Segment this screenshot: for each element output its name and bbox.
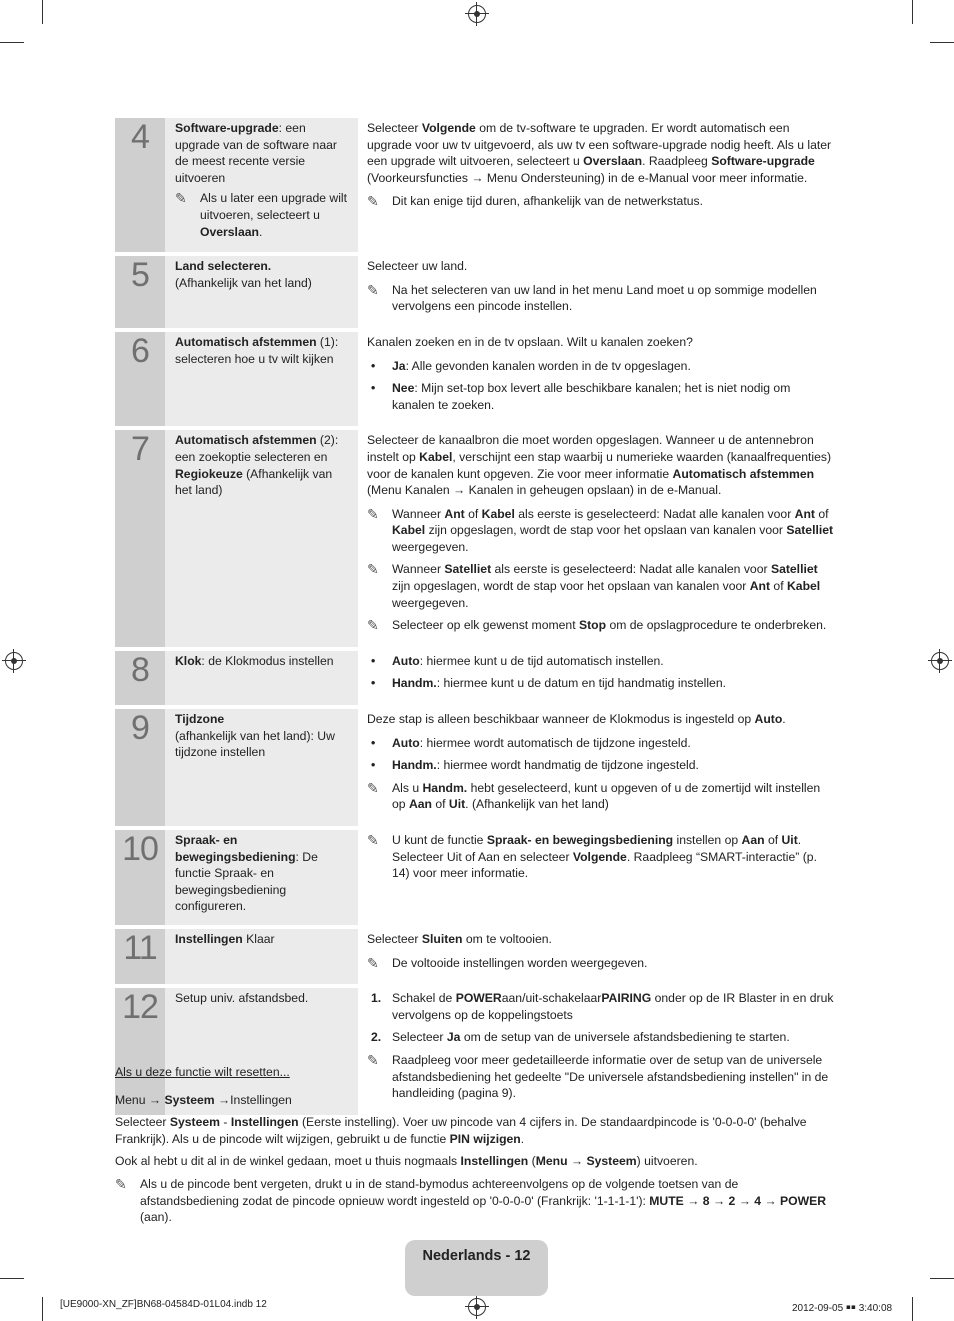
step-number: 12	[122, 988, 158, 1027]
step-number: 6	[131, 331, 149, 370]
reset-menu-path: Menu → Systeem →Instellingen	[115, 1092, 292, 1107]
step-label: Tijdzone (afhankelijk van het land): Uw tijdzone instellen	[165, 707, 358, 828]
crop-mark	[42, 0, 43, 24]
registration-mark-icon	[468, 5, 486, 23]
step-number-cell	[115, 927, 165, 986]
step-label: Automatisch afstemmen (2): een zoekoptie selecteren en Regiokeuze (Afhankelijk van het land)	[165, 428, 358, 649]
step-row	[115, 828, 835, 927]
registration-mark-icon	[5, 652, 23, 670]
step-number-cell	[115, 707, 165, 828]
step-number: 8	[131, 650, 149, 689]
footer-file-info: [UE9000-XN_ZF]BN68-04584D-01L04.indb 12	[60, 1299, 267, 1310]
crop-mark	[930, 42, 954, 43]
footer-timestamp: 2012-09-05 ￭￭ 3:40:08	[792, 1303, 893, 1314]
setup-steps-table	[115, 118, 835, 1115]
step-description: Selecteer Volgende om de tv-software te upgraden. Er wordt automatisch een upgrade voor uw tv uitgevoerd, als uw tv een software-upgrade nodig heeft. Als u later een upgrade wilt uitvoeren, selecteert u Overslaan. Raadpleeg Software-upgrade (Voorkeursfuncties → Menu Ondersteuning) in de e-Manual voor meer informatie. ✎ Dit kan enige tijd duren, afhankelijk van de netwerkstatus.	[367, 121, 832, 210]
step-row	[115, 254, 835, 330]
step-label: Software-upgrade: een upgrade van de software naar de meest recente versie uitvoeren ✎ Als u later een upgrade wilt uitvoeren, selecteert u Overslaan.	[165, 118, 358, 254]
step-number: 7	[131, 430, 149, 469]
step-description: Selecteer Sluiten om te voltooien. ✎ De voltooide instellingen worden weergegeven.	[358, 927, 835, 986]
step-label: Spraak- en bewegingsbediening: De functie Spraak- en bewegingsbediening configureren.	[165, 828, 358, 927]
step-number: 5	[131, 256, 149, 295]
step-number: 11	[123, 928, 157, 967]
step-number-cell	[115, 330, 165, 428]
reset-note	[115, 1176, 835, 1226]
step-row	[115, 707, 835, 828]
step-number-cell	[115, 254, 165, 330]
step-label: Land selecteren. (Afhankelijk van het land)	[165, 254, 358, 330]
step-number: 10	[122, 830, 158, 868]
step-number-cell	[115, 118, 165, 254]
reset-paragraph: Ook al hebt u dit al in de winkel gedaan, moet u thuis nogmaals Instellingen (Menu → Systeem) uitvoeren.	[115, 1154, 698, 1169]
crop-mark	[0, 1278, 24, 1279]
step-label: Setup univ. afstandsbed.	[165, 986, 358, 1115]
registration-mark-icon	[468, 1298, 486, 1316]
crop-mark	[912, 1297, 913, 1321]
pencil-note-icon: ✎	[115, 1175, 127, 1192]
step-description: ✎ U kunt de functie Spraak- en bewegingsbediening instellen op Aan of Uit. Selecteer Uit of Aan en selecteer Volgende. Raadpleeg “SMART-interactie” (p. 14) voor meer informatie.	[358, 828, 835, 927]
step-row	[115, 649, 835, 707]
step-description: • Auto: hiermee kunt u de tijd automatisch instellen. • Handm.: hiermee kunt u de datum en tijd handmatig instellen.	[358, 649, 835, 707]
reset-heading: Als u deze functie wilt resetten...	[115, 1065, 290, 1079]
step-row	[115, 927, 835, 986]
crop-mark	[0, 42, 24, 43]
step-description: Kanalen zoeken en in de tv opslaan. Wilt u kanalen zoeken? • Ja: Alle gevonden kanalen worden in de tv opgeslagen. • Nee: Mijn set-top box levert alle beschikbare kanalen; het is niet nodig om kanalen te zoeken.	[358, 330, 835, 428]
reset-paragraph: Selecteer Systeem - Instellingen (Eerste instelling). Voer uw pincode van 4 cijfers in. De standaardpincode is '0-0-0-0' (behalve Frankrijk). Als u de pincode wilt wijzigen, gebruikt u de functie PIN wijzigen.	[115, 1115, 807, 1146]
step-row	[115, 428, 835, 649]
step-number-cell	[115, 649, 165, 707]
step-row	[115, 330, 835, 428]
crop-mark	[930, 1278, 954, 1279]
step-description: Deze stap is alleen beschikbaar wanneer de Klokmodus is ingesteld op Auto. • Auto: hiermee wordt automatisch de tijdzone ingesteld. • Handm.: hiermee wordt handmatig de tijdzone ingesteld. ✎ Als u Handm. hebt geselecteerd, kunt u opgeven of u de zomertijd wilt instellen op Aan of Uit. (Afhankelijk van het land)	[358, 707, 835, 828]
crop-mark	[912, 0, 913, 24]
reset-note-text: Als u de pincode bent vergeten, drukt u in de stand-bymodus achtereenvolgens op de volgende toetsen van de afstandsbediening zodat de pincode opnieuw wordt ingesteld op '0-0-0-0' (Frankrijk: '1-1-1-1'): MUTE → 8 → 2 → 4 → POWER (aan).	[140, 1176, 827, 1225]
step-number: 9	[131, 709, 149, 748]
step-number-cell	[115, 828, 165, 927]
step-label: Instellingen Klaar	[165, 927, 358, 986]
step-label: Klok: de Klokmodus instellen	[165, 649, 358, 707]
registration-mark-icon	[931, 652, 949, 670]
step-description: 1. Schakel de POWERaan/uit-schakelaarPAIRING onder op de IR Blaster in en druk vervolgens op de koppelingstoets 2. Selecteer Ja om de setup van de universele afstandsbediening te starten. ✎ Raadpleeg voor meer gedetailleerde informatie over de setup van de universele afstandsbediening het gedeelte "De universele afstandsbediening instellen" in de handleiding (pagina 9).	[358, 986, 835, 1115]
step-row	[115, 118, 835, 254]
page-number-badge: Nederlands - 12	[405, 1240, 548, 1296]
step-number: 4	[131, 118, 149, 156]
step-number-cell	[115, 428, 165, 649]
step-description: Selecteer de kanaalbron die moet worden opgeslagen. Wanneer u de antennebron instelt op Kabel, verschijnt een stap waarbij u numerieke waarden (kanaalfrequenties) voor de kanalen kunt opgeven. Zie voor meer informatie Automatisch afstemmen (Menu Kanalen → Kanalen in geheugen opslaan) in de e-Manual. ✎ Wanneer Ant of Kabel als eerste is geselecteerd: Nadat alle kanalen voor Ant of Kabel zijn opgeslagen, wordt de stap voor het opslaan van kanalen voor Satelliet weergegeven. ✎ Wanneer Satelliet als eerste is geselecteerd: Nadat alle kanalen voor Satelliet zijn opgeslagen, wordt de stap voor het opslaan van kanalen voor Ant of Kabel weergegeven. ✎ Selecteer op elk gewenst moment Stop om de opslagprocedure te onderbreken.	[358, 428, 835, 649]
crop-mark	[42, 1297, 43, 1321]
step-label: Automatisch afstemmen (1): selecteren hoe u tv wilt kijken	[165, 330, 358, 428]
step-description: Selecteer uw land. ✎ Na het selecteren van uw land in het menu Land moet u op sommige modellen vervolgens een pincode instellen.	[358, 254, 835, 330]
reset-section	[115, 1064, 835, 1232]
